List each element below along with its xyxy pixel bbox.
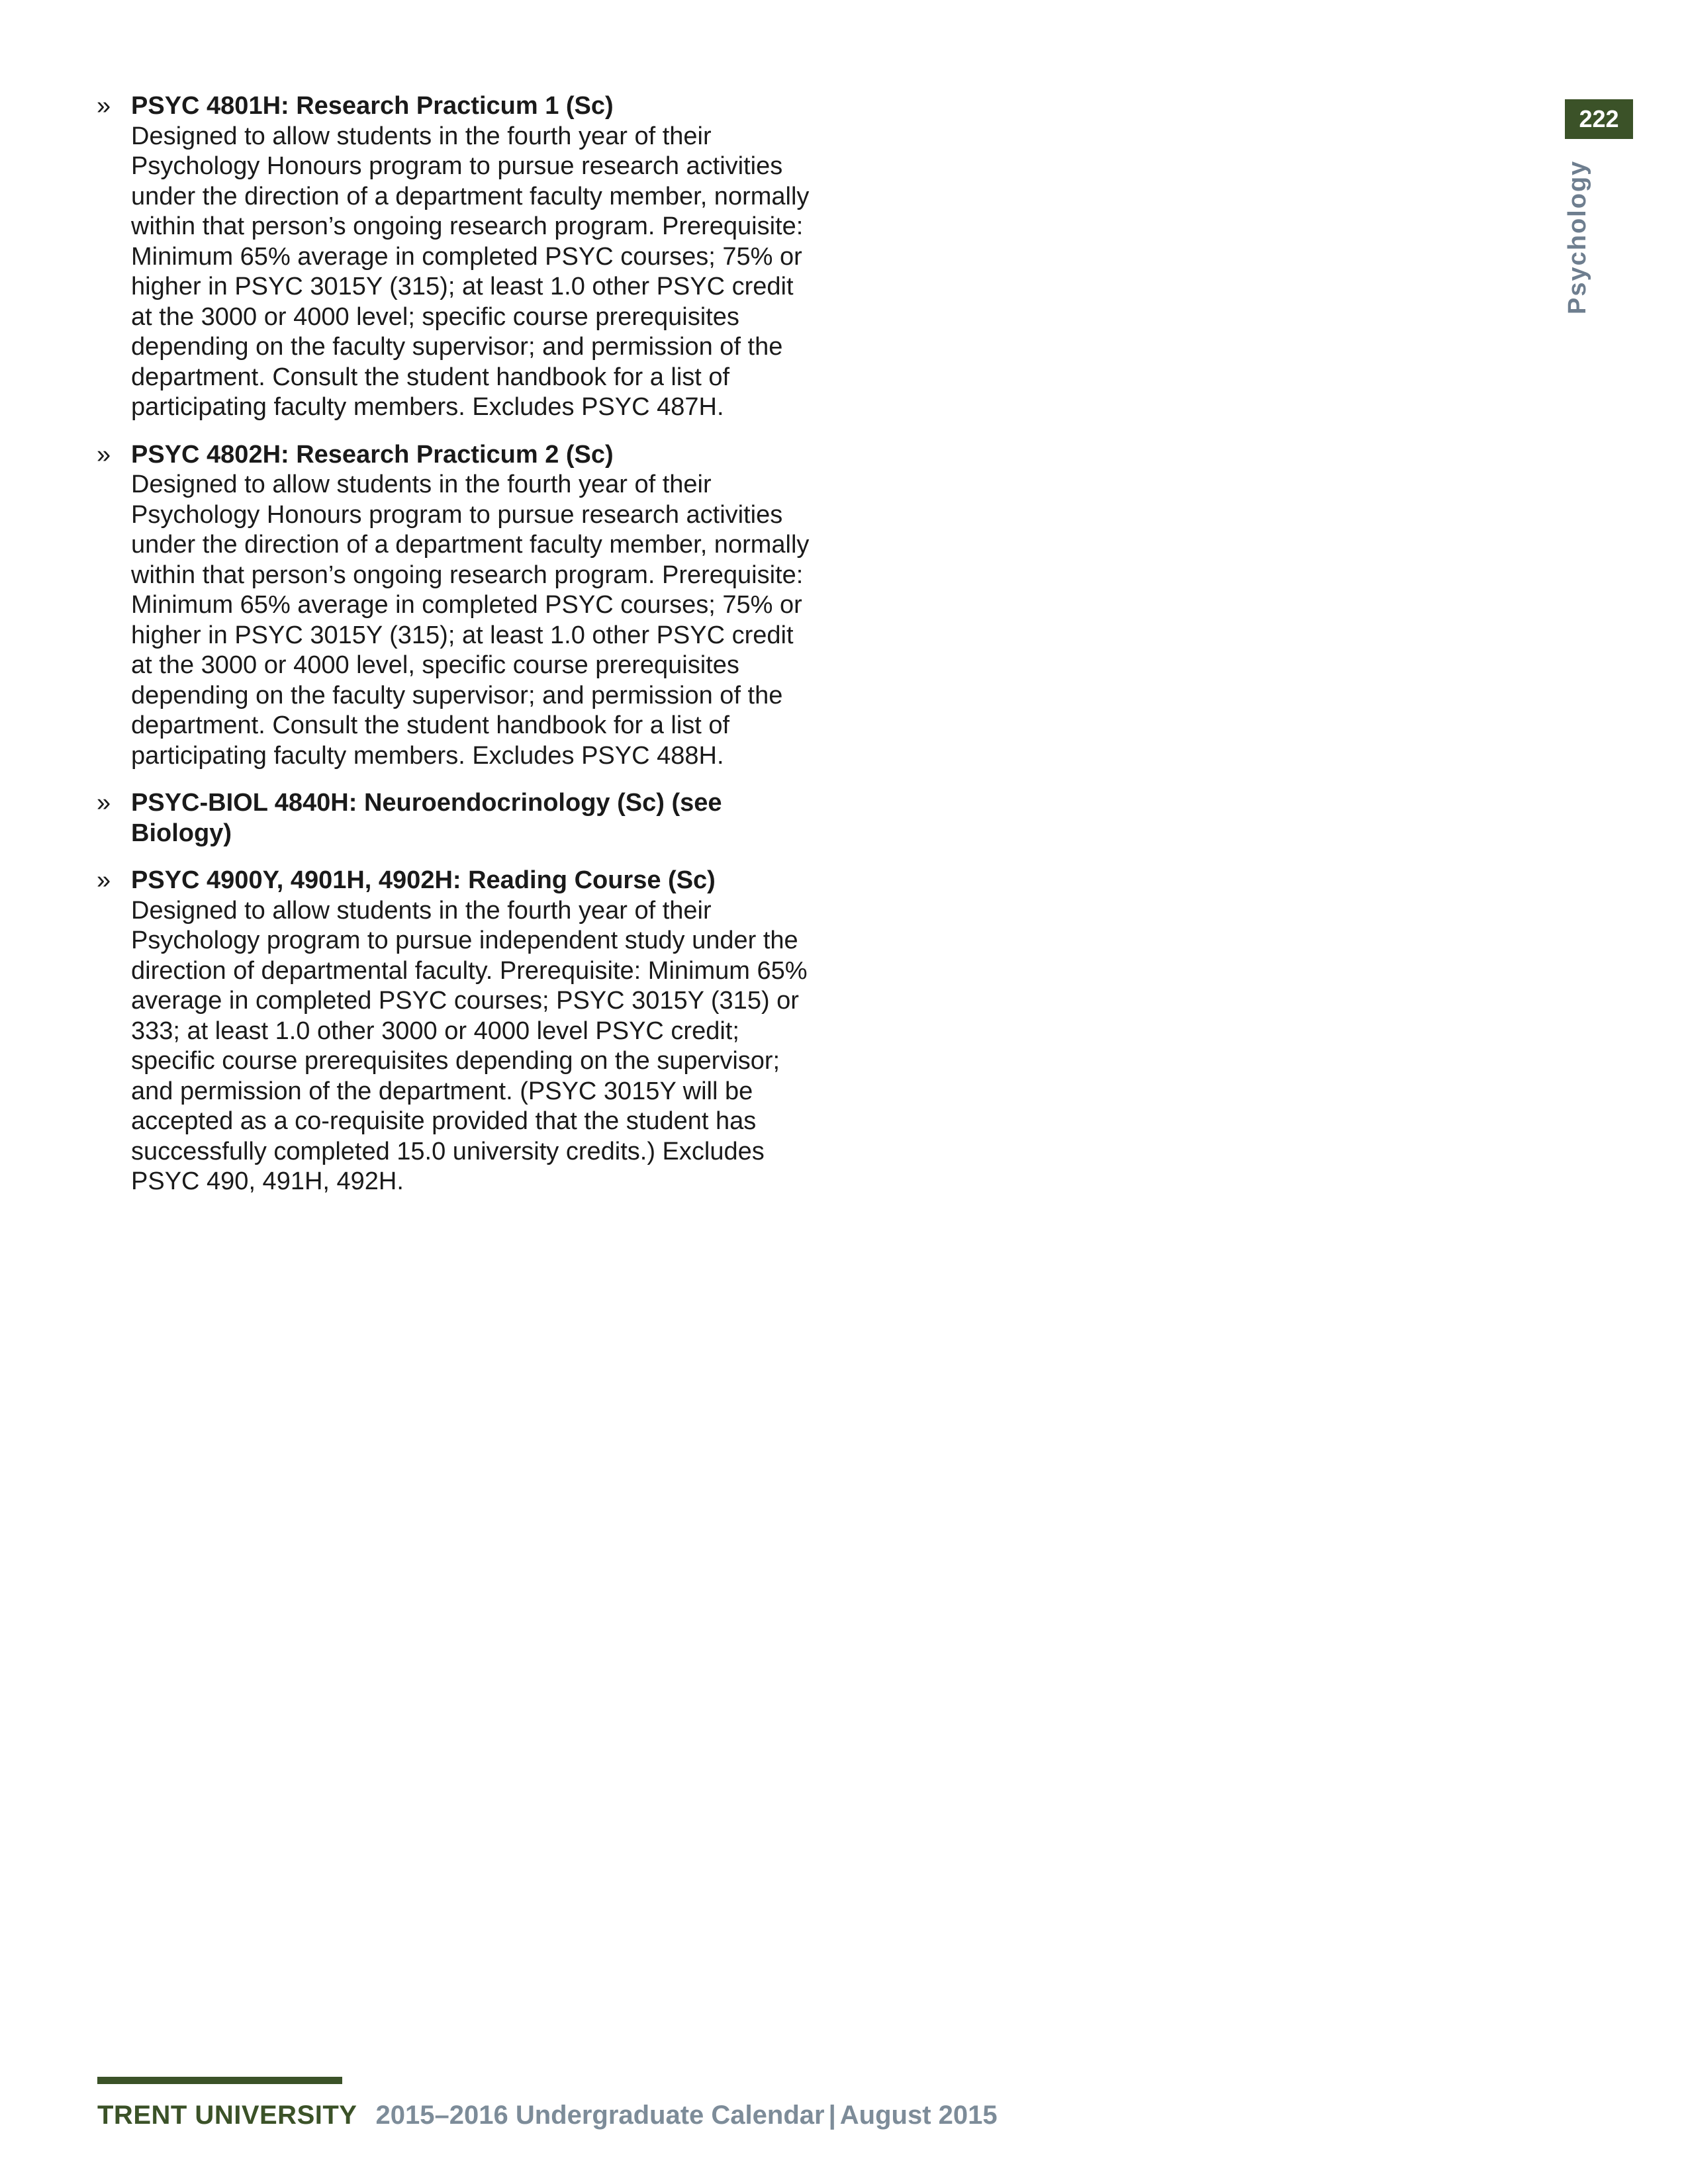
- section-side-label: Psychology: [1564, 159, 1591, 314]
- footer-date: August 2015: [839, 2101, 998, 2130]
- course-list: [93, 91, 821, 1214]
- course-entry-psyc-4802h: [93, 440, 821, 772]
- course-title: PSYC-BIOL 4840H: Neuroendocrinology (Sc) (see Biology): [131, 789, 722, 847]
- course-title: PSYC 4900Y, 4901H, 4902H: Reading Course (Sc): [131, 866, 716, 894]
- course-title: PSYC 4801H: Research Practicum 1 (Sc): [131, 92, 614, 120]
- footer-calendar: 2015–2016 Undergraduate Calendar: [375, 2101, 825, 2130]
- bullet-marker: »: [97, 866, 111, 894]
- footer-separator: |: [828, 2101, 836, 2130]
- bullet-marker: »: [97, 789, 111, 817]
- page-number-badge: 222: [1565, 99, 1633, 139]
- course-title: PSYC 4802H: Research Practicum 2 (Sc): [131, 440, 614, 469]
- course-description: Designed to allow students in the fourth year of their Psychology Honours program to pursue research activities under the direction of a department faculty member, normally within that person’s ongoing research program. Prerequisite: Minimum 65% average in completed PSYC courses; 75% or higher in PSYC 3015Y (315); at least 1.0 other PSYC credit at the 3000 or 4000 level, specific course prerequisites depending on the faculty supervisor; and permission of the department. Consult the student handbook for a list of participating faculty members. Excludes PSYC 488H.: [131, 471, 810, 770]
- course-description: Designed to allow students in the fourth year of their Psychology program to pursue independent study under the direction of departmental faculty. Prerequisite: Minimum 65% average in completed PSYC courses; PSYC 3015Y (315) or 333; at least 1.0 other 3000 or 4000 level PSYC credit; specific course prerequisites depending on the supervisor; and permission of the department. (PSYC 3015Y will be accepted as a co-requisite provided that the student has successfully completed 15.0 university credits.) Excludes PSYC 490, 491H, 492H.: [131, 896, 808, 1195]
- course-entry-psyc-4900y: [93, 866, 821, 1197]
- course-entry-psyc-4801h: [93, 91, 821, 423]
- bullet-marker: »: [97, 440, 111, 469]
- footer: [97, 2098, 998, 2132]
- bullet-marker: »: [97, 92, 111, 120]
- footer-university: TRENT UNIVERSITY: [97, 2101, 357, 2130]
- course-description: Designed to allow students in the fourth year of their Psychology Honours program to pursue research activities under the direction of a department faculty member, normally within that person’s ongoing research program. Prerequisite: Minimum 65% average in completed PSYC courses; 75% or higher in PSYC 3015Y (315); at least 1.0 other PSYC credit at the 3000 or 4000 level; specific course prerequisites depending on the faculty supervisor; and permission of the department. Consult the student handbook for a list of participating faculty members. Excludes PSYC 487H.: [131, 122, 810, 421]
- footer-rule: [97, 2077, 342, 2084]
- course-entry-psyc-biol-4840h: [93, 788, 821, 848]
